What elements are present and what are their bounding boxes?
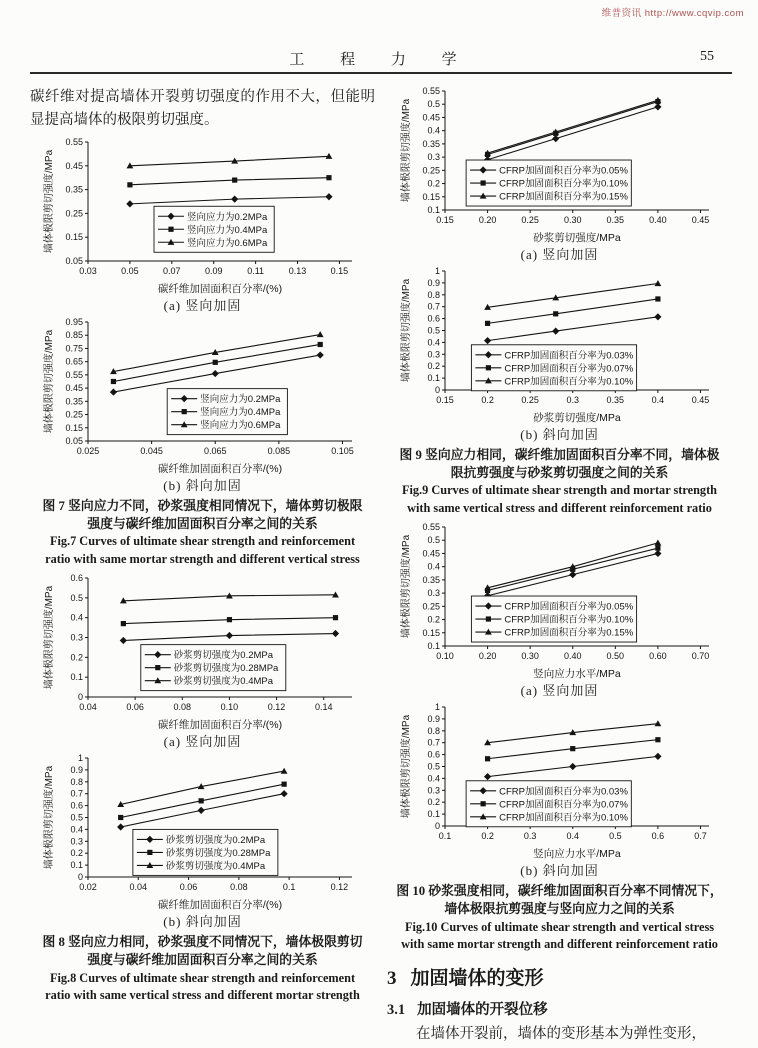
svg-text:0.3: 0.3 <box>426 588 440 599</box>
svg-text:CFRP加固面积百分率为0.10%: CFRP加固面积百分率为0.10% <box>498 812 628 824</box>
svg-text:0.55: 0.55 <box>421 86 440 96</box>
svg-text:竖向应力为0.2MPa: 竖向应力为0.2MPa <box>199 394 280 406</box>
fig10-caption <box>387 882 732 953</box>
fig8a-figure <box>30 573 375 750</box>
page-number: 55 <box>700 49 714 64</box>
fig7-caption-en-line2: ratio with same mortar strength and different vertical stress <box>45 551 360 566</box>
svg-text:竖向应力为0.2MPa: 竖向应力为0.2MPa <box>186 211 267 223</box>
svg-text:0.02: 0.02 <box>78 882 97 893</box>
svg-text:0.25: 0.25 <box>64 409 83 420</box>
svg-text:0.3: 0.3 <box>69 836 83 847</box>
fig9b-subcaption: (b) 斜向加固 <box>520 427 599 442</box>
svg-text:0.15: 0.15 <box>435 215 454 225</box>
section-3-1-title: 加固墙体的开裂位移 <box>417 1002 548 1019</box>
fig9-caption-en-line2: with same vertical stress and different reinforcement ratio <box>407 500 712 515</box>
svg-text:0.3: 0.3 <box>426 349 440 360</box>
journal-title: 工 程 力 学 <box>289 52 473 68</box>
svg-text:0.25: 0.25 <box>520 395 539 405</box>
svg-text:竖向应力水平/MPa: 竖向应力水平/MPa <box>532 848 621 861</box>
svg-text:0.8: 0.8 <box>69 776 83 787</box>
svg-text:0.06: 0.06 <box>125 702 144 713</box>
svg-text:CFRP加固面积百分率为0.07%: CFRP加固面积百分率为0.07% <box>498 799 628 811</box>
svg-text:0.85: 0.85 <box>64 330 83 341</box>
svg-text:0.7: 0.7 <box>426 737 440 748</box>
svg-text:0.55: 0.55 <box>421 522 440 533</box>
svg-text:0.9: 0.9 <box>69 765 83 776</box>
svg-text:砂浆剪切强度为0.4MPa: 砂浆剪切强度为0.4MPa <box>173 676 273 688</box>
svg-text:0.1: 0.1 <box>426 641 440 652</box>
section-3-heading <box>387 963 732 990</box>
svg-text:0.5: 0.5 <box>426 535 440 546</box>
svg-text:0.12: 0.12 <box>267 702 285 713</box>
svg-text:0.7: 0.7 <box>69 788 83 799</box>
svg-text:0.65: 0.65 <box>64 356 83 367</box>
fig8a-subcaption: (a) 竖向加固 <box>163 734 242 750</box>
svg-text:0.20: 0.20 <box>478 215 496 225</box>
svg-text:碳纤维加固面积百分率/(%): 碳纤维加固面积百分率/(%) <box>157 719 282 732</box>
svg-text:0.08: 0.08 <box>229 882 248 893</box>
svg-text:0.1: 0.1 <box>282 882 295 893</box>
svg-text:CFRP加固面积百分率为0.15%: CFRP加固面积百分率为0.15% <box>498 191 628 203</box>
svg-text:0.045: 0.045 <box>139 445 163 456</box>
svg-text:0.6: 0.6 <box>426 749 440 760</box>
svg-text:竖向应力为0.4MPa: 竖向应力为0.4MPa <box>186 224 267 236</box>
svg-text:0.30: 0.30 <box>563 215 582 225</box>
svg-text:0.4: 0.4 <box>69 824 83 835</box>
svg-text:0.20: 0.20 <box>478 651 496 662</box>
fig8b-subcaption: (b) 斜向加固 <box>163 914 242 930</box>
svg-text:0.70: 0.70 <box>691 651 709 662</box>
svg-text:0.3: 0.3 <box>426 152 440 163</box>
svg-text:0.5: 0.5 <box>608 831 622 842</box>
svg-text:碳纤维加固面积百分率/(%): 碳纤维加固面积百分率/(%) <box>157 282 282 295</box>
fig7-caption-zh-line1: 图 7 竖向应力不同，砂浆强度相同情况下，墙体剪切极限 <box>42 498 363 513</box>
svg-text:0.05: 0.05 <box>64 435 83 446</box>
svg-text:0.03: 0.03 <box>78 265 97 276</box>
fig7a-figure <box>30 137 375 314</box>
section-3-title: 加固墙体的变形 <box>410 968 544 990</box>
svg-text:竖向应力为0.6MPa: 竖向应力为0.6MPa <box>186 237 267 249</box>
svg-text:0.3: 0.3 <box>565 395 579 405</box>
svg-text:0.4: 0.4 <box>651 395 664 405</box>
fig10b-chart <box>399 702 721 860</box>
svg-text:0.4: 0.4 <box>426 337 440 348</box>
fig10-caption-en-line1: Fig.10 Curves of ultimate shear strength and vertical stress <box>404 919 715 934</box>
svg-text:0.5: 0.5 <box>426 325 440 336</box>
section-3-1-heading <box>387 998 732 1019</box>
fig9b-chart <box>399 266 721 424</box>
svg-text:0.6: 0.6 <box>651 831 664 842</box>
fig10-caption-zh-line1: 图 10 砂浆强度相同，碳纤维加固面积百分率不同情况下， <box>396 884 723 899</box>
fig8b-figure <box>30 753 375 930</box>
fig8-caption-zh-line2: 强度与碳纤维加固面积百分率之间的关系 <box>87 953 318 968</box>
fig10a-figure <box>387 522 732 699</box>
svg-text:CFRP加固面积百分率为0.05%: CFRP加固面积百分率为0.05% <box>498 165 628 177</box>
svg-text:0.3: 0.3 <box>426 785 440 796</box>
fig7b-figure <box>30 317 375 494</box>
svg-text:0.6: 0.6 <box>69 800 83 811</box>
svg-text:0.07: 0.07 <box>162 265 181 276</box>
fig10-caption-en-line2: with same mortar strength and different reinforcement ratio <box>401 936 718 951</box>
svg-text:0.1: 0.1 <box>69 860 83 871</box>
fig8-caption-zh-line1: 图 8 竖向应力相同，砂浆强度不同情况下，墙体极限剪切 <box>42 935 363 950</box>
svg-text:0.35: 0.35 <box>606 215 624 225</box>
svg-text:0.95: 0.95 <box>64 316 83 327</box>
svg-text:墙体极限剪切强度/MPa: 墙体极限剪切强度/MPa <box>43 766 55 870</box>
svg-text:0.45: 0.45 <box>421 548 440 559</box>
svg-text:CFRP加固面积百分率为0.03%: CFRP加固面积百分率为0.03% <box>498 786 628 798</box>
svg-text:0.2: 0.2 <box>426 797 440 808</box>
svg-text:0.35: 0.35 <box>64 184 83 195</box>
fig9-caption <box>387 446 732 517</box>
svg-text:0: 0 <box>434 385 440 395</box>
svg-text:0.1: 0.1 <box>426 205 440 215</box>
fig8-caption <box>30 933 375 1004</box>
svg-text:0.2: 0.2 <box>69 652 83 663</box>
svg-text:砂浆剪切强度为0.2MPa: 砂浆剪切强度为0.2MPa <box>173 650 273 662</box>
svg-text:0.25: 0.25 <box>421 601 440 612</box>
svg-text:0.9: 0.9 <box>426 277 440 288</box>
svg-text:0.4: 0.4 <box>426 125 440 136</box>
svg-text:0.1: 0.1 <box>426 373 440 384</box>
svg-text:0.11: 0.11 <box>246 265 264 276</box>
fig9a-figure <box>387 86 732 263</box>
svg-text:0.04: 0.04 <box>78 702 97 713</box>
fig9a-chart <box>399 86 721 244</box>
fig7a-chart <box>42 137 364 295</box>
svg-text:0.13: 0.13 <box>288 265 306 276</box>
svg-text:0.7: 0.7 <box>693 831 707 842</box>
svg-text:CFRP加固面积百分率为0.07%: CFRP加固面积百分率为0.07% <box>503 363 633 375</box>
svg-text:0.15: 0.15 <box>421 191 440 202</box>
svg-text:0.12: 0.12 <box>330 882 348 893</box>
svg-text:0.025: 0.025 <box>76 445 99 456</box>
svg-text:0.15: 0.15 <box>64 422 83 433</box>
svg-text:CFRP加固面积百分率为0.05%: CFRP加固面积百分率为0.05% <box>503 601 633 613</box>
fig10a-subcaption: (a) 竖向加固 <box>520 683 599 699</box>
svg-text:0.2: 0.2 <box>426 361 440 372</box>
fig8b-chart <box>42 753 364 911</box>
svg-text:0.1: 0.1 <box>426 809 440 820</box>
fig10-caption-zh-line2: 墙体极限抗剪强度与竖向应力之间的关系 <box>444 902 675 917</box>
svg-text:0.30: 0.30 <box>520 651 539 662</box>
fig8-caption-en-line1: Fig.8 Curves of ultimate shear strength and reinforcement <box>49 970 356 985</box>
svg-text:0.45: 0.45 <box>64 160 83 171</box>
svg-text:碳纤维加固面积百分率/(%): 碳纤维加固面积百分率/(%) <box>157 899 282 912</box>
svg-text:竖向应力为0.6MPa: 竖向应力为0.6MPa <box>199 420 280 432</box>
svg-text:0.35: 0.35 <box>64 396 83 407</box>
svg-text:0.3: 0.3 <box>69 632 83 643</box>
svg-text:0.1: 0.1 <box>69 672 83 683</box>
fig7-caption-en-line1: Fig.7 Curves of ultimate shear strength and reinforcement <box>49 534 356 549</box>
svg-text:0.09: 0.09 <box>204 265 222 276</box>
svg-text:0.35: 0.35 <box>606 395 624 405</box>
svg-text:墙体极限剪切强度/MPa: 墙体极限剪切强度/MPa <box>400 715 412 819</box>
svg-text:0.5: 0.5 <box>69 812 83 823</box>
page-header <box>30 48 732 74</box>
svg-text:0.2: 0.2 <box>426 178 440 189</box>
svg-text:0.5: 0.5 <box>426 761 440 772</box>
svg-text:CFRP加固面积百分率为0.15%: CFRP加固面积百分率为0.15% <box>503 627 633 639</box>
svg-text:0.60: 0.60 <box>648 651 667 662</box>
svg-text:砂浆剪切强度为0.4MPa: 砂浆剪切强度为0.4MPa <box>165 861 265 873</box>
fig8-caption-en-line2: ratio with same vertical stress and different mortar strength <box>45 987 360 1002</box>
fig9-caption-en-line1: Fig.9 Curves of ultimate shear strength and mortar strength <box>401 483 718 498</box>
svg-text:0.04: 0.04 <box>129 882 147 893</box>
svg-text:0.5: 0.5 <box>69 593 83 604</box>
svg-text:0.25: 0.25 <box>520 215 539 225</box>
svg-text:CFRP加固面积百分率为0.10%: CFRP加固面积百分率为0.10% <box>498 178 628 190</box>
svg-text:1: 1 <box>77 753 83 764</box>
svg-text:0.55: 0.55 <box>64 136 83 147</box>
intro-paragraph: 碳纤维对提高墙体开裂剪切强度的作用不大，但能明显提高墙体的极限剪切强度。 <box>30 89 375 129</box>
svg-text:0.5: 0.5 <box>426 99 440 110</box>
svg-text:0.15: 0.15 <box>64 232 83 243</box>
svg-text:墙体极限剪切强度/MPa: 墙体极限剪切强度/MPa <box>43 586 55 690</box>
svg-text:CFRP加固面积百分率为0.10%: CFRP加固面积百分率为0.10% <box>503 614 633 626</box>
svg-text:0.35: 0.35 <box>421 575 440 586</box>
svg-text:0.14: 0.14 <box>314 702 332 713</box>
svg-text:0.9: 0.9 <box>426 714 440 725</box>
svg-text:0.08: 0.08 <box>173 702 191 713</box>
fig9a-subcaption: (a) 竖向加固 <box>520 247 599 262</box>
svg-text:0: 0 <box>77 692 83 703</box>
section-3-1-number: 3.1 <box>387 1002 406 1019</box>
svg-text:0.05: 0.05 <box>64 255 83 266</box>
svg-text:0: 0 <box>434 821 440 832</box>
svg-text:0.2: 0.2 <box>480 831 494 842</box>
fig10b-figure <box>387 702 732 879</box>
svg-text:0.8: 0.8 <box>426 726 440 737</box>
svg-text:0.25: 0.25 <box>64 208 83 219</box>
svg-text:0.25: 0.25 <box>421 165 440 176</box>
svg-text:墙体极限剪切强度/MPa: 墙体极限剪切强度/MPa <box>43 329 55 434</box>
svg-text:0.8: 0.8 <box>426 289 440 300</box>
svg-text:0.15: 0.15 <box>435 395 454 405</box>
svg-text:0.45: 0.45 <box>691 215 709 225</box>
svg-text:砂浆剪切强度为0.28MPa: 砂浆剪切强度为0.28MPa <box>165 848 270 860</box>
svg-text:0.2: 0.2 <box>69 848 83 859</box>
svg-text:0.40: 0.40 <box>563 651 582 662</box>
left-column <box>30 84 375 1048</box>
svg-text:墙体极限剪切强度/MPa: 墙体极限剪切强度/MPa <box>400 278 412 383</box>
fig9-caption-zh-line2: 限抗剪强度与砂浆剪切强度之间的关系 <box>450 466 669 481</box>
svg-text:砂浆剪切强度/MPa: 砂浆剪切强度/MPa <box>532 412 621 424</box>
section-3-1-paragraph: 在墙体开裂前，墙体的变形基本为弹性变形， <box>416 1026 706 1043</box>
svg-text:0.55: 0.55 <box>64 369 83 380</box>
svg-text:0.75: 0.75 <box>64 343 83 354</box>
cqvip-watermark: 维普资讯 http://www.cqvip.com <box>601 8 744 19</box>
fig10b-subcaption: (b) 斜向加固 <box>520 863 599 879</box>
svg-text:0.6: 0.6 <box>426 313 440 324</box>
section-3-number: 3 <box>387 968 397 990</box>
svg-text:0.065: 0.065 <box>203 445 226 456</box>
svg-text:0.4: 0.4 <box>426 773 440 784</box>
svg-text:0.50: 0.50 <box>606 651 624 662</box>
svg-text:1: 1 <box>434 702 440 713</box>
svg-text:墙体极限剪切强度/MPa: 墙体极限剪切强度/MPa <box>400 98 412 203</box>
svg-text:0.05: 0.05 <box>120 265 139 276</box>
svg-text:0.40: 0.40 <box>648 215 667 225</box>
svg-text:墙体极限剪切强度/MPa: 墙体极限剪切强度/MPa <box>43 149 55 254</box>
svg-text:墙体极限剪切强度/MPa: 墙体极限剪切强度/MPa <box>400 535 412 639</box>
svg-text:0.45: 0.45 <box>691 395 709 405</box>
svg-text:0.10: 0.10 <box>435 651 454 662</box>
svg-text:CFRP加固面积百分率为0.10%: CFRP加固面积百分率为0.10% <box>503 376 633 388</box>
svg-text:0.4: 0.4 <box>69 612 83 623</box>
svg-text:0.4: 0.4 <box>565 831 579 842</box>
svg-text:1: 1 <box>434 266 440 276</box>
svg-text:0: 0 <box>77 872 83 883</box>
svg-text:0.1: 0.1 <box>438 831 451 842</box>
svg-text:0.15: 0.15 <box>421 627 440 638</box>
svg-text:砂浆剪切强度为0.2MPa: 砂浆剪切强度为0.2MPa <box>165 835 265 847</box>
right-column <box>387 84 732 1048</box>
svg-text:0.105: 0.105 <box>330 445 354 456</box>
fig7a-subcaption: (a) 竖向加固 <box>163 297 242 313</box>
fig7-caption <box>30 497 375 568</box>
fig9-caption-zh-line1: 图 9 竖向应力相同，碳纤维加固面积百分率不同，墙体极 <box>399 448 720 462</box>
fig8a-chart <box>42 573 364 731</box>
svg-text:砂浆剪切强度/MPa: 砂浆剪切强度/MPa <box>532 232 621 244</box>
svg-text:0.35: 0.35 <box>421 138 440 149</box>
fig7-caption-zh-line2: 强度与碳纤维加固面积百分率之间的关系 <box>87 517 318 532</box>
svg-text:0.6: 0.6 <box>69 573 83 584</box>
fig7b-chart <box>42 317 364 475</box>
svg-text:0.2: 0.2 <box>426 614 440 625</box>
svg-text:0.10: 0.10 <box>220 702 238 713</box>
svg-text:砂浆剪切强度为0.28MPa: 砂浆剪切强度为0.28MPa <box>173 663 278 675</box>
svg-text:0.4: 0.4 <box>426 561 440 572</box>
svg-text:CFRP加固面积百分率为0.03%: CFRP加固面积百分率为0.03% <box>503 350 633 362</box>
svg-text:0.06: 0.06 <box>179 882 197 893</box>
svg-text:0.45: 0.45 <box>64 383 83 394</box>
fig10a-chart <box>399 522 721 680</box>
svg-text:碳纤维加固面积百分率/(%): 碳纤维加固面积百分率/(%) <box>157 462 282 475</box>
svg-text:0.45: 0.45 <box>421 112 440 123</box>
svg-text:0.15: 0.15 <box>330 265 348 276</box>
svg-text:0.7: 0.7 <box>426 301 440 312</box>
fig7b-subcaption: (b) 斜向加固 <box>163 477 242 493</box>
svg-text:0.3: 0.3 <box>523 831 536 842</box>
fig9b-figure <box>387 266 732 443</box>
svg-text:0.2: 0.2 <box>480 395 494 405</box>
svg-text:竖向应力为0.4MPa: 竖向应力为0.4MPa <box>199 407 280 419</box>
svg-text:0.085: 0.085 <box>267 445 290 456</box>
two-column-layout <box>30 84 732 1048</box>
svg-text:竖向应力水平/MPa: 竖向应力水平/MPa <box>532 668 621 681</box>
